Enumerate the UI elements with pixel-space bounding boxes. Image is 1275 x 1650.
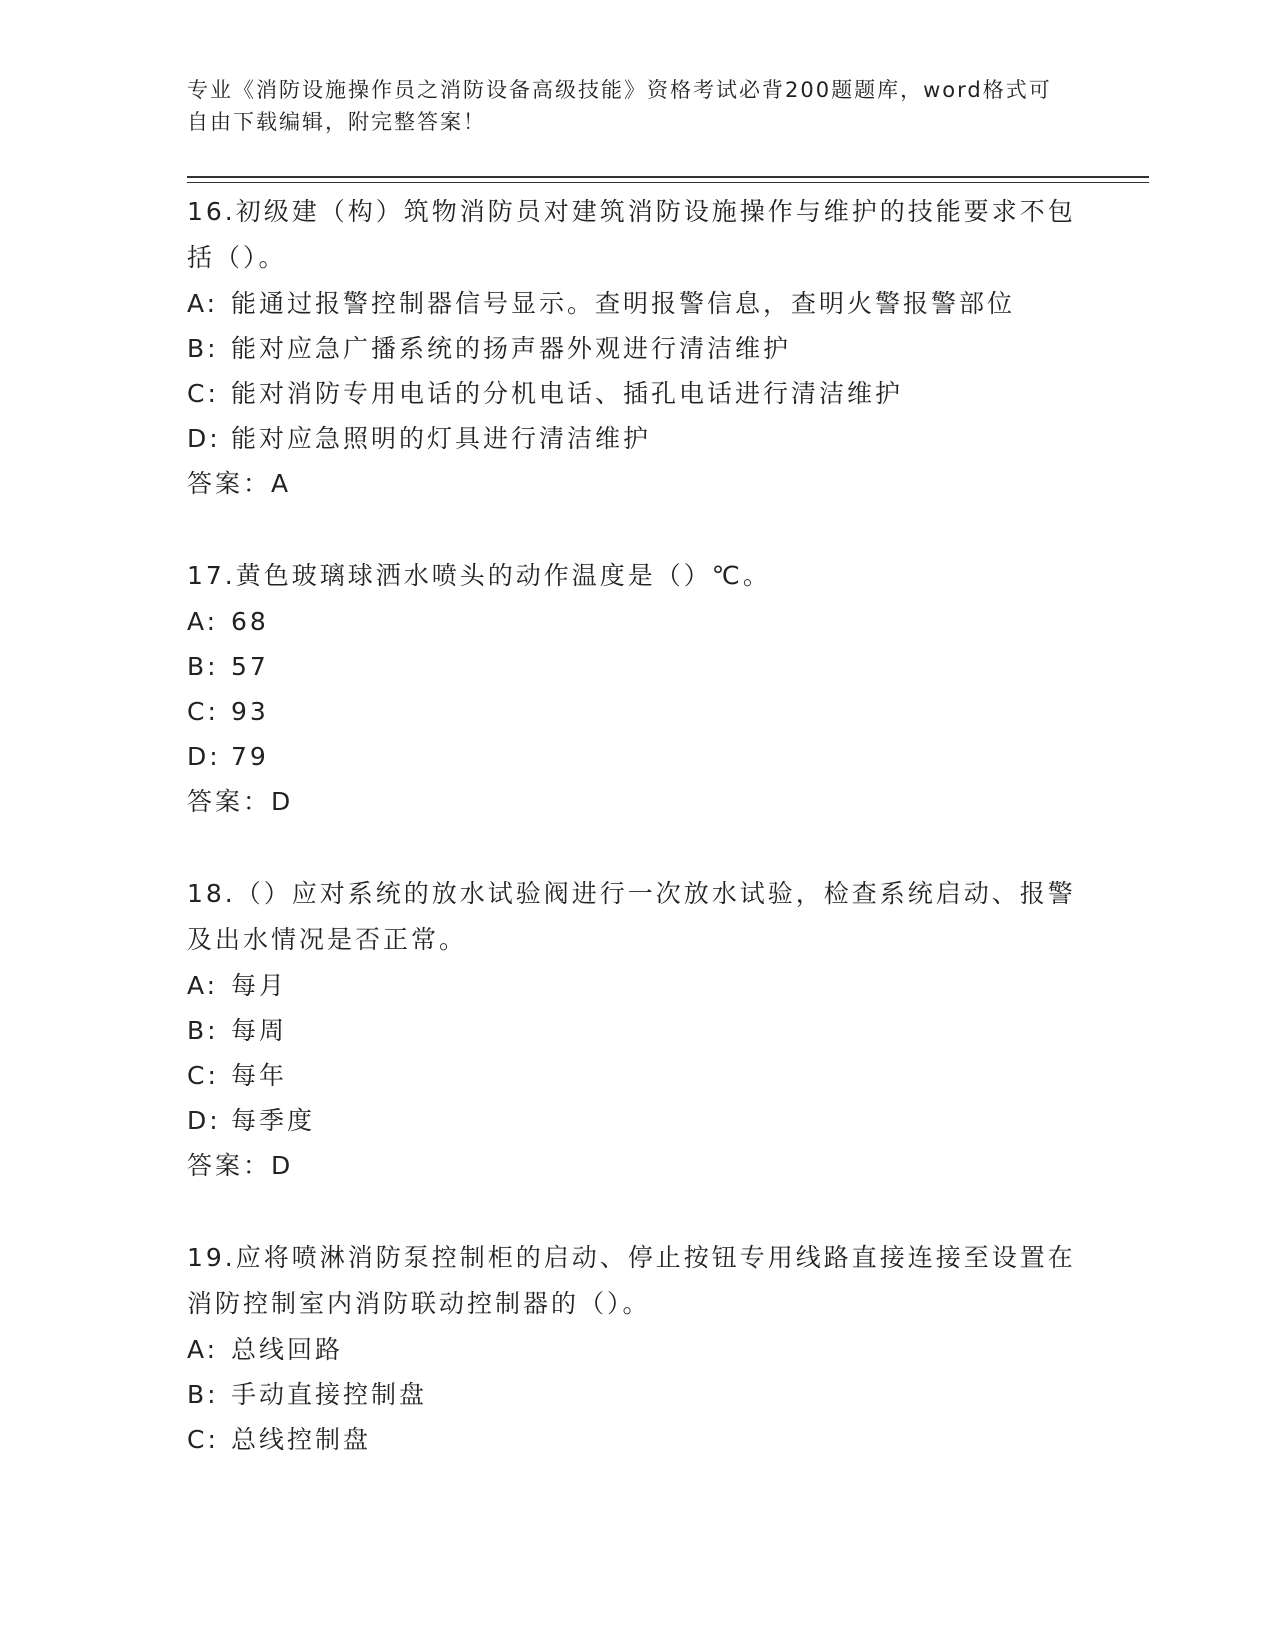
option-text: 每周 [231, 1016, 288, 1045]
option-text: 能对消防专用电话的分机电话、插孔电话进行清洁维护 [231, 379, 904, 408]
header-divider-thick [187, 176, 1149, 178]
question-stem: 17.黄色玻璃球洒水喷头的动作温度是（）℃。 [187, 561, 771, 590]
option-text: 每季度 [231, 1106, 316, 1135]
answer-line: 答案：D [187, 787, 294, 816]
option-b [187, 326, 1087, 371]
option-letter: B: [187, 1380, 219, 1409]
question-19 [187, 1235, 1087, 1462]
option-a [187, 963, 1087, 1008]
option-c [187, 371, 1087, 416]
option-a [187, 599, 1087, 644]
option-letter: D: [187, 424, 221, 453]
question-18 [187, 871, 1087, 1189]
option-b [187, 1008, 1087, 1053]
option-b [187, 644, 1087, 689]
header-divider-thin [187, 182, 1149, 183]
option-d [187, 734, 1087, 779]
option-text: 总线回路 [231, 1335, 344, 1364]
option-text: 手动直接控制盘 [231, 1380, 428, 1409]
option-text: 能对应急广播系统的扬声器外观进行清洁维护 [231, 334, 792, 363]
option-text: 能通过报警控制器信号显示。查明报警信息，查明火警报警部位 [231, 289, 1016, 318]
question-stem: 19.应将喷淋消防泵控制柜的启动、停止按钮专用线路直接连接至设置在消防控制室内消防联动控制器的（）。 [187, 1243, 1076, 1318]
option-d [187, 1098, 1087, 1143]
question-list [187, 189, 1087, 1508]
option-letter: A: [187, 1335, 219, 1364]
option-c [187, 1417, 1087, 1462]
question-stem: 18.（）应对系统的放水试验阀进行一次放水试验，检查系统启动、报警及出水情况是否正常。 [187, 879, 1076, 954]
question-stem: 16.初级建（构）筑物消防员对建筑消防设施操作与维护的技能要求不包括（）。 [187, 197, 1076, 272]
option-a [187, 281, 1087, 326]
option-letter: A: [187, 289, 219, 318]
option-letter: B: [187, 1016, 219, 1045]
option-d [187, 416, 1087, 461]
option-letter: B: [187, 334, 219, 363]
option-letter: C: [187, 1061, 219, 1090]
option-letter: C: [187, 1425, 219, 1454]
option-letter: C: [187, 379, 219, 408]
option-letter: D: [187, 742, 221, 771]
option-letter: A: [187, 607, 219, 636]
option-letter: B: [187, 652, 219, 681]
answer-line: 答案：A [187, 469, 292, 498]
option-text: 每年 [231, 1061, 288, 1090]
document-header: 专业《消防设施操作员之消防设备高级技能》资格考试必背200题题库，word格式可自由下载编辑，附完整答案！ [187, 78, 1052, 134]
option-text: 能对应急照明的灯具进行清洁维护 [231, 424, 652, 453]
option-text: 57 [231, 652, 269, 681]
option-letter: A: [187, 971, 219, 1000]
answer-line: 答案：D [187, 1151, 294, 1180]
option-text: 每月 [231, 971, 288, 1000]
option-text: 93 [231, 697, 269, 726]
option-a [187, 1327, 1087, 1372]
option-letter: C: [187, 697, 219, 726]
question-17 [187, 553, 1087, 825]
option-text: 总线控制盘 [231, 1425, 372, 1454]
option-c [187, 689, 1087, 734]
option-b [187, 1372, 1087, 1417]
option-letter: D: [187, 1106, 221, 1135]
option-text: 79 [231, 742, 269, 771]
option-c [187, 1053, 1087, 1098]
option-text: 68 [231, 607, 269, 636]
question-16 [187, 189, 1087, 507]
